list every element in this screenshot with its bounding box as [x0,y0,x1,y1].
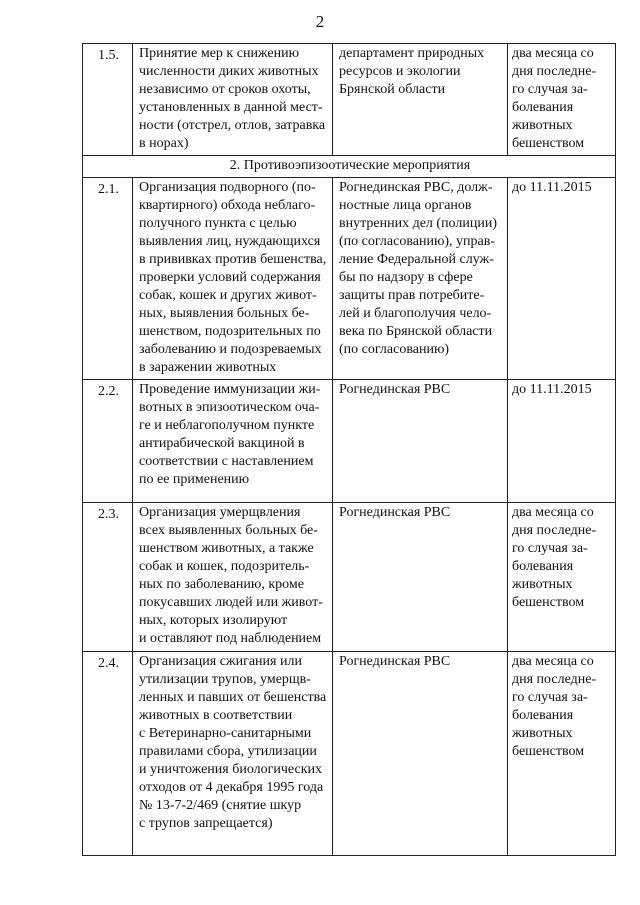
text-line: независимо от сроков охоты, [139,82,311,97]
responsible-cell [333,44,508,156]
text-line: выявления лиц, нуждающихся [139,234,321,249]
text-line: дня последне- [512,672,597,687]
measures-table [82,43,616,856]
text-line: Проведение иммунизации жи- [139,382,321,397]
text-line: (по согласованию), управ- [339,234,496,249]
text-line: отходов от 4 декабря 1995 года [139,780,324,795]
text-line: департамент природных [339,46,485,61]
text-line: Принятие мер к снижению [139,46,300,61]
text-line: ленных и павших от бешенства [139,690,327,705]
text-line: защиты прав потребите- [339,288,485,303]
text-line: установленных в данной мест- [139,100,323,115]
text-line: болевания [512,559,574,574]
text-line: с трупов запрещается) [139,816,273,831]
text-line: шенством животных, а также [139,541,314,556]
text-line: бешенством [512,744,585,759]
text-line: болевания [512,708,574,723]
section-heading: 2. Противоэпизоотические мероприятия [83,156,616,178]
text-line: Организация сжигания или [139,654,302,669]
responsible-cell [333,503,508,652]
text-line: бы по надзору в сфере [339,270,473,285]
text-line: с Ветеринарно-санитарными [139,726,312,741]
text-line: правилами сбора, утилизации [139,744,317,759]
responsible-cell [333,652,508,856]
table-row [83,44,616,156]
text-line: внутренних дел (полиции) [339,216,497,231]
text-line: бешенством [512,136,585,151]
text-line: в норах) [139,136,189,151]
measure-cell [133,380,333,503]
text-line: до 11.11.2015 [512,382,592,397]
responsible-cell [333,178,508,380]
text-line: Рогнединская РВС [339,382,451,397]
section-row [83,156,616,178]
text-line: го случая за- [512,82,588,97]
text-line: два месяца со [512,654,594,669]
text-line: проверки условий содержания [139,270,321,285]
text-line: животных [512,118,573,133]
text-line: два месяца со [512,505,594,520]
text-line: Брянской области [339,82,446,97]
measure-cell [133,44,333,156]
text-line: утилизации трупов, умерщв- [139,672,311,687]
text-line: вотных в эпизоотическом оча- [139,400,320,415]
text-line: бешенством [512,595,585,610]
measure-cell [133,503,333,652]
item-number: 2.1. [83,178,133,380]
text-line: и оставляют под наблюдением [139,631,322,646]
table-row [83,380,616,503]
table-row [83,178,616,380]
text-line: животных [512,577,573,592]
text-line: до 11.11.2015 [512,180,592,195]
deadline-cell [508,652,616,856]
text-line: в заражении животных [139,360,277,375]
text-line: ных по заболеванию, кроме [139,577,304,592]
measure-cell [133,652,333,856]
text-line: животных [512,726,573,741]
text-line: ление Федеральной служ- [339,252,494,267]
text-line: века по Брянской области [339,324,493,339]
text-line: собак, кошек и других живот- [139,288,317,303]
text-line: го случая за- [512,690,588,705]
item-number: 2.3. [83,503,133,652]
text-line: Организация подворного (по- [139,180,316,195]
text-line: два месяца со [512,46,594,61]
text-line: по ее применению [139,472,250,487]
text-line: шенством, подозрительных по [139,324,321,339]
item-number: 1.5. [83,44,133,156]
text-line: заболеванию и подозреваемых [139,342,322,357]
deadline-cell [508,44,616,156]
text-line: покусавших людей или живот- [139,595,323,610]
text-line: Рогнединская РВС, долж- [339,180,493,195]
text-line: животных в соответствии [139,708,293,723]
text-line: Рогнединская РВС [339,654,451,669]
item-number: 2.4. [83,652,133,856]
text-line: получного пункта с целью [139,216,297,231]
deadline-cell [508,178,616,380]
text-line: в прививках против бешенства, [139,252,327,267]
text-line: (по согласованию) [339,342,450,357]
text-line: № 13-7-2/469 (снятие шкур [139,798,302,813]
measure-cell [133,178,333,380]
text-line: Организация умерщвления [139,505,301,520]
text-line: Рогнединская РВС [339,505,451,520]
text-line: ных, выявления больных бе- [139,306,310,321]
text-line: антирабической вакциной в [139,436,305,451]
text-line: собак и кошек, подозритель- [139,559,310,574]
text-line: и уничтожения биологических [139,762,322,777]
text-line: лей и благополучия чело- [339,306,492,321]
deadline-cell [508,380,616,503]
text-line: дня последне- [512,64,597,79]
text-line: ностные лица органов [339,198,472,213]
text-line: соответствии с наставлением [139,454,314,469]
text-line: ге и неблагополучном пункте [139,418,315,433]
text-line: го случая за- [512,541,588,556]
text-line: ности (отстрел, отлов, затравка [139,118,326,133]
deadline-cell [508,503,616,652]
text-line: численности диких животных [139,64,319,79]
table-row [83,652,616,856]
text-line: ресурсов и экологии [339,64,461,79]
text-line: квартирного) обхода неблаго- [139,198,316,213]
text-line: дня последне- [512,523,597,538]
text-line: всех выявленных больных бе- [139,523,318,538]
table-row [83,503,616,652]
text-line: болевания [512,100,574,115]
item-number: 2.2. [83,380,133,503]
responsible-cell [333,380,508,503]
page-number: 2 [315,12,325,31]
text-line: ных, которых изолируют [139,613,288,628]
